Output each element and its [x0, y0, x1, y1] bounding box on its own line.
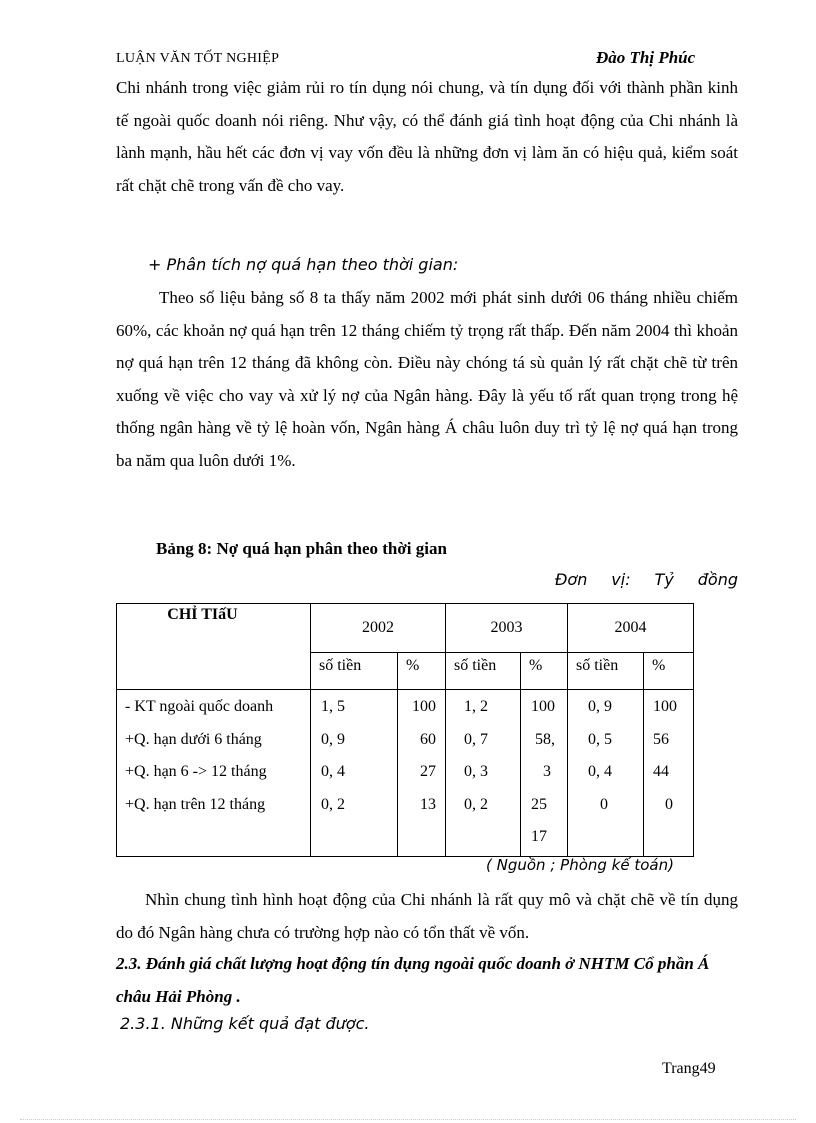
subheader-percent: %	[644, 653, 694, 690]
year-2002-header: 2002	[311, 604, 446, 653]
pct-2003-cell	[521, 690, 568, 857]
table-source: ( Nguồn ; Phòng kế toán)	[486, 856, 674, 874]
value: 1, 5	[321, 698, 345, 715]
row-label: +Q. hạn 6 -> 12 tháng	[125, 763, 267, 780]
page-number: Trang49	[662, 1060, 716, 1077]
pct-2002-cell	[398, 690, 446, 857]
page-bottom-rule	[20, 1119, 796, 1120]
value: 17	[531, 828, 547, 845]
value: 0, 2	[321, 795, 345, 813]
value: 3	[543, 763, 551, 780]
value: 100	[531, 698, 555, 715]
table-title: Bảng 8: Nợ quá hạn phân theo thời gian	[156, 539, 447, 558]
value: 0, 2	[464, 795, 488, 813]
value: 13	[420, 795, 436, 813]
indicator-labels-cell	[117, 690, 311, 857]
value: 100	[653, 698, 677, 715]
table-unit	[555, 570, 738, 589]
value: 0, 4	[588, 763, 612, 780]
value: 44	[653, 763, 669, 780]
row-label: +Q. hạn dưới 6 tháng	[125, 730, 262, 748]
money-2004-cell	[568, 690, 644, 857]
value: 0, 3	[464, 763, 488, 780]
money-2002-cell	[311, 690, 398, 857]
unit-word: Đơn	[555, 570, 588, 589]
value: 0	[665, 795, 673, 813]
subsection-heading: 2.3.1. Những kết quả đạt được.	[120, 1014, 370, 1033]
unit-word: Tỷ	[654, 570, 674, 589]
money-2003-cell	[446, 690, 521, 857]
value: 100	[412, 698, 436, 715]
header-author: Đào Thị Phúc	[596, 48, 696, 67]
value: 58,	[535, 730, 555, 748]
section-heading: 2.3. Đánh giá chất lượng hoạt động tín dụng ngoài quốc doanh ở NHTM Cổ phần Á châu Hải Phòng .	[116, 954, 710, 1006]
header-indicator-cell	[117, 604, 311, 690]
value: 0, 7	[464, 730, 488, 748]
subheader-money: số tiền	[311, 653, 398, 690]
row-label: +Q. hạn trên 12 tháng	[125, 795, 266, 813]
subheader-money: số tiền	[568, 653, 644, 690]
overdue-debt-table	[116, 603, 694, 857]
unit-word: đồng	[697, 570, 738, 589]
paragraph-intro: Chi nhánh trong việc giảm rủi ro tín dụng nói chung, và tín dụng đối với thành phần kinh tế ngoài quốc doanh nói riêng. Như vậy, có thể đánh giá tình hoạt động của Chi nhánh là lành mạnh, hầu hết các đơn vị vay vốn đều là những đơn vị làm ăn có hiệu quả, kiểm soát rất chặt chẽ trong vấn đề cho vay.	[116, 78, 738, 195]
value: 27	[420, 763, 436, 780]
header-thesis-label: LUẬN VĂN TỐT NGHIỆP	[116, 51, 280, 66]
value: 1, 2	[464, 698, 488, 715]
year-2003-header: 2003	[446, 604, 568, 653]
value: 25	[531, 795, 547, 813]
value: 0, 9	[588, 698, 612, 715]
value: 0, 4	[321, 763, 345, 780]
value: 56	[653, 730, 669, 748]
subheader-percent: %	[398, 653, 446, 690]
pct-2004-cell	[644, 690, 694, 857]
value: 0, 5	[588, 730, 612, 748]
year-2004-header: 2004	[568, 604, 694, 653]
analysis-subheading: + Phân tích nợ quá hạn theo thời gian:	[148, 255, 459, 274]
paragraph-analysis: Theo số liệu bảng số 8 ta thấy năm 2002 mới phát sinh dưới 06 tháng nhiều chiếm 60%, các khoản nợ quá hạn trên 12 tháng chiếm tỷ trọng rất thấp. Đến năm 2004 thì khoản nợ quá hạn trên 12 tháng đã không còn. Điều này chóng tá sù quản lý rất chặt chẽ từ trên xuống về việc cho vay và xử lý nợ của Ngân hàng. Đây là yếu tố rất quan trọng trong hệ thống ngân hàng về tỷ lệ hoàn vốn, Ngân hàng Á châu luôn duy trì tỷ lệ nợ quá hạn trong ba năm qua luôn dưới 1%.	[116, 288, 738, 470]
header-indicator-label: CHỈ TIấU	[167, 606, 238, 623]
value: 0	[600, 795, 608, 813]
value: 0, 9	[321, 730, 345, 748]
subheader-percent: %	[521, 653, 568, 690]
value: 60	[420, 730, 436, 748]
row-label: - KT ngoài quốc doanh	[125, 698, 274, 715]
paragraph-conclusion: Nhìn chung tình hình hoạt động của Chi nhánh là rất quy mô và chặt chẽ về tín dụng do đó Ngân hàng chưa có trường hợp nào có tổn thất về vốn.	[116, 890, 738, 942]
subheader-money: số tiền	[446, 653, 521, 690]
unit-word: vị:	[611, 570, 631, 589]
